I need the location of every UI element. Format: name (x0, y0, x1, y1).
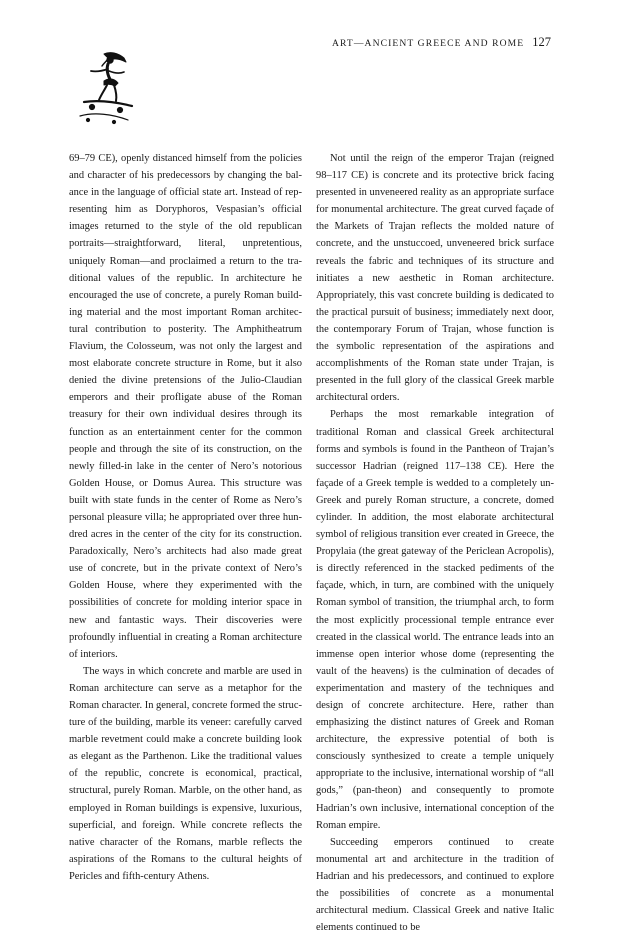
skateboarder-figure-icon (74, 50, 136, 126)
paragraph: Perhaps the most remarkable integration of traditional Roman and classical Greek architectural forms and symbols is found in the Pantheon of Trajan’s successor Hadrian (reigned 117–138 CE). Here the façade of a Greek temple is wedded to a completely un-Greek and purely Roman structure, a concrete, domed cylinder. In addition, the most elaborate architectural symbol of religious transition ever created in Greece, the Propylaia (the great gateway of the Periclean Acropolis), is directly referenced in the stacked pediments of the façade, which, in turn, are combined with the uniquely Roman symbol of transition, the triumphal arch, to form the most explicitly processional temple entrance ever created in the classical world. The entrance leads into an immense open interior whose dome (representing the vault of the heavens) is the culmination of decades of experimentation and mastery of the techniques and design of concrete architecture. Here, rather than emphasizing the distinct natures of Greek and Roman architecture, the expressive potential of both is consciously synthesized to create a temple uniquely appropriate to the inclusive, international worship of “all gods,” (pan-theon) and consequently to promote Hadrian’s own inclusive, international conception of the Roman empire. (316, 409, 554, 831)
right-column (316, 150, 554, 936)
paragraph: The ways in which concrete and marble are used in Roman architecture can serve as a metaphor for the Roman character. In general, concrete formed the structure of the building, marble its veneer: carefully carved marble revetment could make a concrete building look as elegant as the Parthenon. Like the traditional values of the republic, concrete is economical, practical, structural, purely Roman. Marble, on the other hand, as employed in Roman buildings is expensive, luxurious, superficial, and foreign. While concrete reflects the native character of the Romans, marble reflects the aspirations of the Romans to the cultural heights of Pericles and fifth-century Athens. (69, 665, 302, 882)
paragraph: Succeeding emperors continued to create monumental art and architecture in the tradition of Hadrian and his predecessors, and continued to explore the possibilities of concrete as a monumental architectural medium. Classical Greek and native Italic elements continued to be (316, 836, 554, 934)
running-title: ART—ANCIENT GREECE AND ROME (331, 38, 525, 49)
left-column (69, 150, 302, 885)
running-head (332, 35, 551, 50)
paragraph: Not until the reign of the emperor Trajan (reigned 98–117 CE) is concrete and its protective brick facing presented in unveneered reality as an appropriate surface for monumental architecture. The great curved façade of the Markets of Trajan reflects the molded nature of concrete, and the unstuccoed, unveneered brick surface reveals the fabric and techniques of its structure and initiates a new aesthetic in Roman architecture. Appropriately, this vast concrete building is dedicated to the practical pursuit of business; immediately next door, the contemporary Forum of Trajan, whose function is the symbolic representation of the aspirations and accomplishments of the Roman state under Trajan, is presented in the full glory of the classical Greek marble architectural orders. (316, 153, 554, 404)
paragraph: 69–79 CE), openly distanced himself from the policies and character of his predecessors by changing the balance in the language of official state art. Instead of representing him as Doryphoros, Vespasian’s official images returned to the style of the old republican portraits—straightforward, literal, unpretentious, uniquely Roman—and proclaimed a return to the traditional values of the republic. In architecture he encouraged the use of concrete, a purely Roman building material and the most important Roman architectural contribution to posterity. The Amphitheatrum Flavium, the Colosseum, was not only the largest and most elaborate concrete structure in Rome, but it also denied the divine pretensions of the Julio-Claudian emperors and their profligate abuse of the Roman treasury for their own individual desires through its function as an entertainment center for the common people and through the site of its construction, on the newly filled-in lake in the center of Nero’s notorious Golden House, or Domus Aurea. This structure was built with state funds in the center of Rome as Nero’s personal pleasure villa; he appropriated over three hundred acres in the center of the city for its construction. Paradoxically, Nero’s architects had also made great use of concrete, but in the private context of Nero’s Golden House, where they experimented with the possibilities of concrete for molding interior space in new and fantastic ways. Their discoveries were profoundly influential in creating a Roman architecture of interiors. (69, 153, 302, 660)
page-number: 127 (532, 35, 551, 49)
